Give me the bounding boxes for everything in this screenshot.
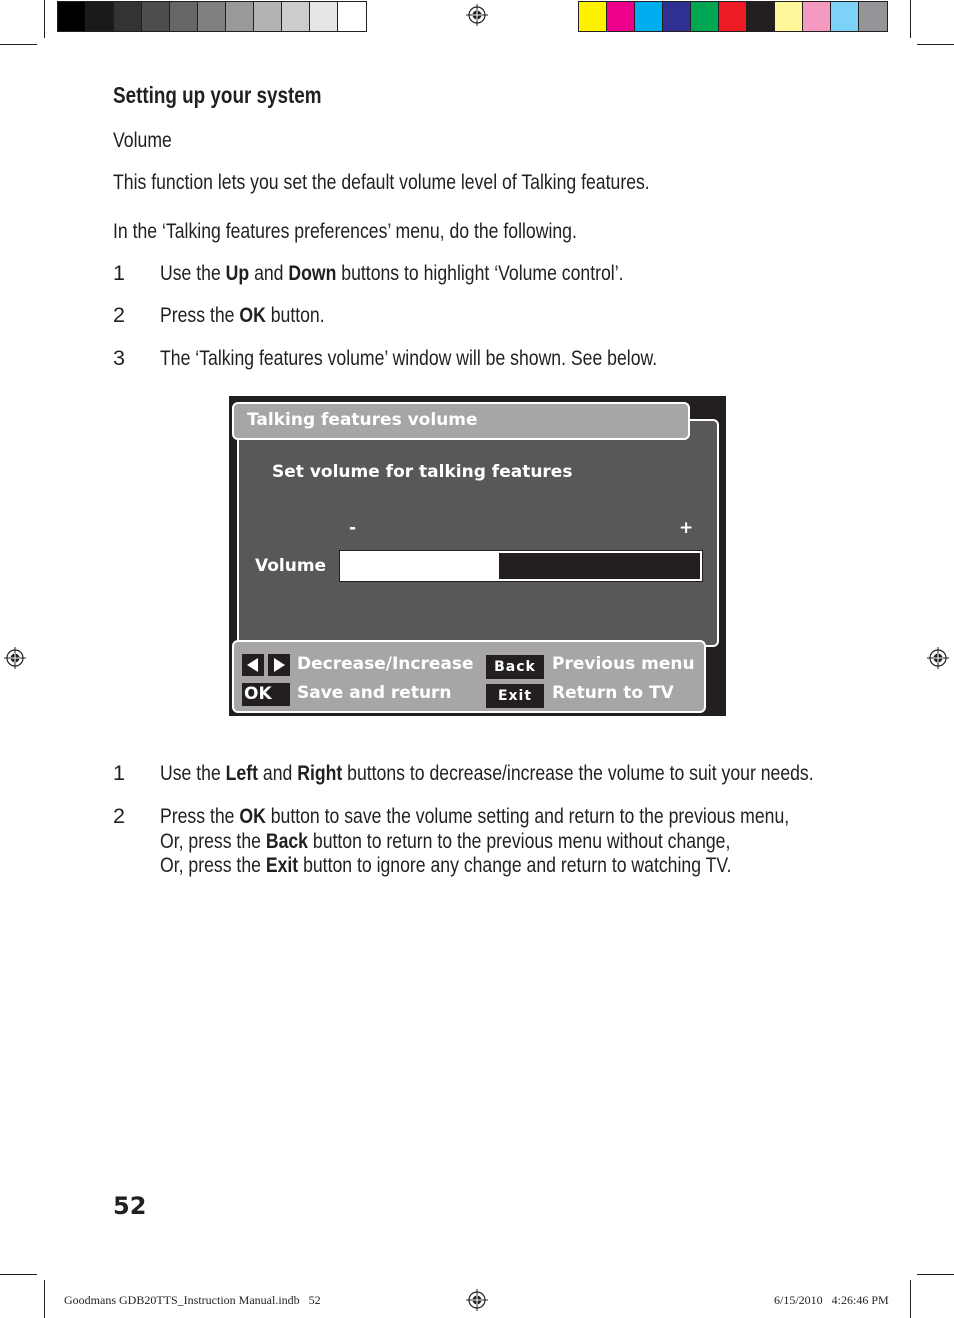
grayscale-color-bar — [57, 1, 367, 32]
lead-paragraph: In the ‘Talking features preferences’ menu, do the following. — [113, 219, 577, 243]
grayscale-swatch — [310, 2, 338, 31]
color-swatch — [747, 2, 775, 31]
volume-dialog-panel — [237, 419, 719, 647]
grayscale-swatch — [58, 2, 86, 31]
color-swatch — [775, 2, 803, 31]
dialog-title-bar — [232, 402, 690, 440]
registration-mark-icon — [466, 1289, 488, 1311]
step-text: Press the OK button. — [160, 303, 325, 327]
color-swatch — [579, 2, 607, 31]
color-swatch — [803, 2, 831, 31]
step-number: 1 — [113, 261, 125, 285]
step-number: 1 — [113, 761, 125, 785]
right-arrow-key — [268, 654, 290, 676]
crop-mark — [44, 1280, 45, 1318]
help-save-return: Save and return — [297, 683, 452, 703]
step-text: Use the Up and Down buttons to highlight ‘Volume control’. — [160, 261, 624, 285]
page-number: 52 — [113, 1192, 147, 1220]
crop-mark — [910, 1280, 911, 1318]
color-swatch — [663, 2, 691, 31]
dialog-title: Talking features volume — [247, 410, 478, 430]
crop-mark — [917, 44, 954, 45]
ok-key: OK — [242, 683, 290, 706]
grayscale-swatch — [170, 2, 198, 31]
footer-date: 6/15/2010 4:26:46 PM — [774, 1293, 889, 1307]
color-swatch — [635, 2, 663, 31]
left-arrow-key — [242, 654, 264, 676]
grayscale-swatch — [142, 2, 170, 31]
step-text: Or, press the Exit button to ignore any change and return to watching TV. — [160, 853, 732, 877]
volume-plus-label: + — [679, 518, 694, 538]
grayscale-swatch — [338, 2, 366, 31]
grayscale-swatch — [282, 2, 310, 31]
registration-mark-icon — [4, 647, 26, 669]
help-bar — [232, 640, 706, 713]
grayscale-swatch — [86, 2, 114, 31]
step-text: Press the OK button to save the volume setting and return to the previous menu, — [160, 804, 790, 828]
process-color-bar — [578, 1, 888, 32]
intro-paragraph: This function lets you set the default volume level of Talking features. — [113, 170, 650, 194]
step-text: Use the Left and Right buttons to decrease/increase the volume to suit your needs. — [160, 761, 814, 785]
volume-label: Volume — [255, 556, 327, 576]
section-title: Setting up your system — [113, 82, 322, 108]
back-key: Back — [486, 655, 544, 679]
color-swatch — [859, 2, 887, 31]
grayscale-swatch — [198, 2, 226, 31]
dialog-heading: Set volume for talking features — [272, 462, 573, 482]
volume-slider[interactable] — [339, 550, 703, 582]
color-swatch — [831, 2, 859, 31]
exit-key: Exit — [486, 684, 544, 708]
help-decrease-increase: Decrease/Increase — [297, 654, 474, 674]
help-return-tv: Return to TV — [552, 683, 674, 703]
grayscale-swatch — [226, 2, 254, 31]
volume-slider-empty — [499, 553, 700, 579]
help-previous-menu: Previous menu — [552, 654, 695, 674]
right-arrow-icon — [268, 654, 290, 676]
crop-mark — [44, 0, 45, 38]
crop-mark — [0, 1274, 37, 1275]
color-swatch — [719, 2, 747, 31]
volume-minus-label: - — [349, 518, 357, 538]
subsection-title: Volume — [113, 128, 172, 152]
left-arrow-icon — [242, 654, 264, 676]
grayscale-swatch — [114, 2, 142, 31]
step-number: 3 — [113, 346, 125, 370]
crop-mark — [917, 1274, 954, 1275]
step-text: Or, press the Back button to return to the previous menu without change, — [160, 829, 731, 853]
crop-mark — [910, 0, 911, 38]
crop-mark — [0, 44, 37, 45]
step-number: 2 — [113, 804, 125, 828]
registration-mark-icon — [927, 647, 949, 669]
grayscale-swatch — [254, 2, 282, 31]
registration-mark-icon — [466, 4, 488, 26]
color-swatch — [607, 2, 635, 31]
volume-slider-fill — [341, 553, 499, 579]
step-text: The ‘Talking features volume’ window will be shown. See below. — [160, 346, 658, 370]
step-number: 2 — [113, 303, 125, 327]
color-swatch — [691, 2, 719, 31]
footer-file-name: Goodmans GDB20TTS_Instruction Manual.indb 52 — [64, 1293, 321, 1307]
